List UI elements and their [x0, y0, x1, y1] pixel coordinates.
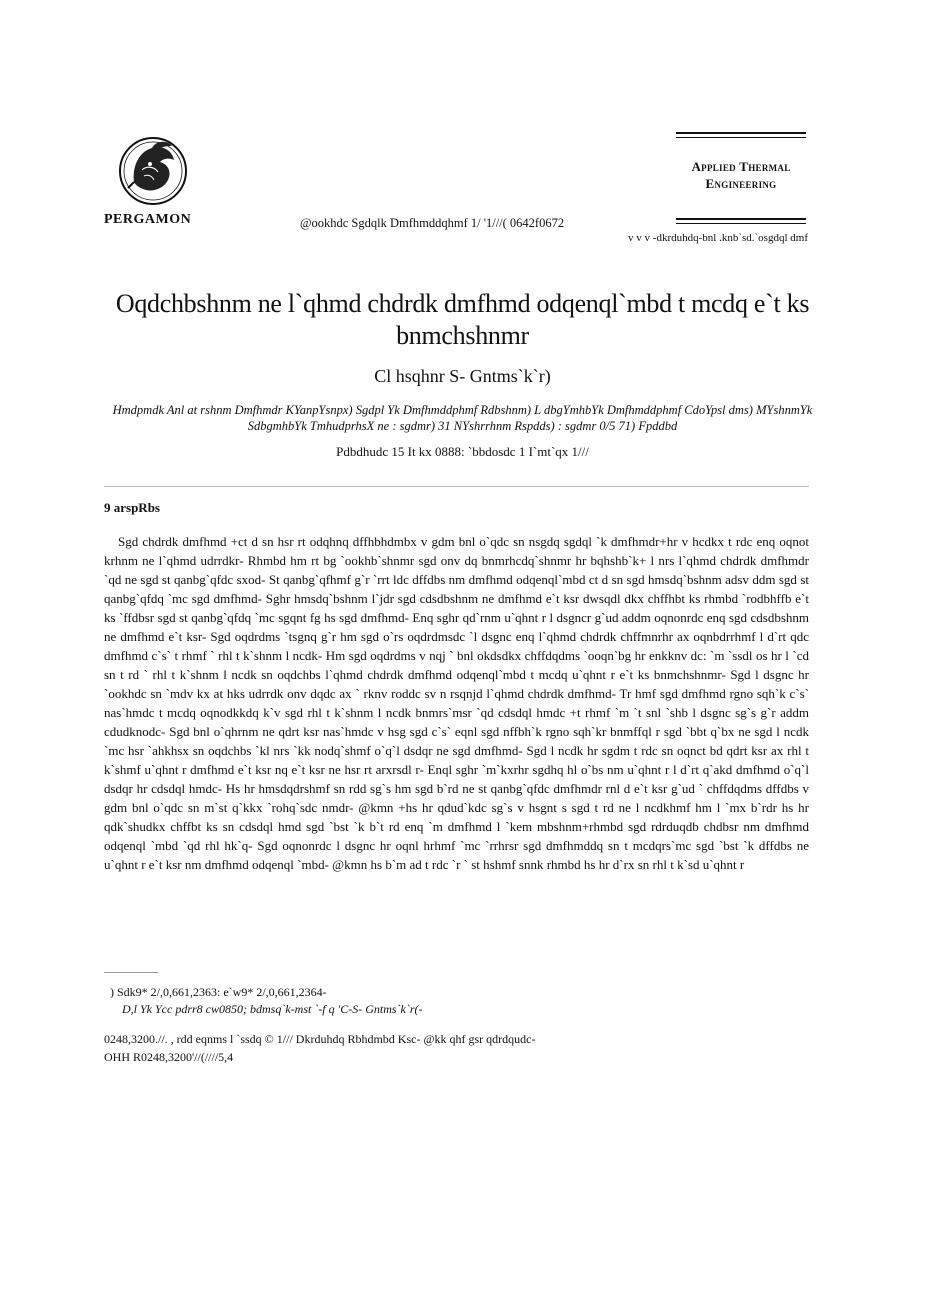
- abstract-heading: 9 arspRbs: [104, 500, 160, 515]
- journal-title-line: Applied Thermal: [691, 159, 791, 174]
- divider: [104, 486, 809, 487]
- header-rule: [676, 132, 806, 134]
- journal-citation: @ookhdc Sgdqlk Dmfhmddqhmf 1/ '1///( 0642f0672: [300, 216, 565, 230]
- affiliation-line: SdbgmhbYk TmhudprhsX ne : sgdmr) 31 NYshrrhnm Rspdds) : sgdmr 0/5 71) Fpddbd: [247, 419, 678, 433]
- author-affiliation: [90, 402, 835, 434]
- article-authors: Cl hsqhnr S- Gntms`k`r): [374, 366, 551, 386]
- journal-title: [676, 158, 806, 192]
- email-note[interactable]: D,l Yk Ycc pdrr8 cw0850; bdmsq`k-mst `-f q 'C-S- Gntms`k`r(-: [122, 1002, 423, 1016]
- footnote-rule: [104, 972, 158, 973]
- header-rule: [676, 137, 806, 138]
- journal-title-line: Engineering: [705, 176, 777, 191]
- affiliation-line: Hmdpmdk Anl at rshnm Dmfhmdr KYanpYsnpx) Sgdpl Yk Dmfhmddphmf Rdbshnm) L dbgYmhbYk Dmfhmddphmf CdoYpsl dms) MYshnmYk: [112, 403, 813, 417]
- publisher-name: PERGAMON: [104, 212, 192, 227]
- journal-url[interactable]: v v v -dkrduhdq-bnl .knb`sd.`osgdql dmf: [628, 232, 808, 244]
- header-rule: [676, 223, 806, 224]
- corresponding-author-note: ) Sdk9* 2/,0,661,2363: e`w9* 2/,0,661,2364-: [110, 985, 327, 999]
- article-title: Oqdchbshnm ne l`qhmd chdrdk dmfhmd odqenql`mbd t mcdq e`t ks bnmchshnmr: [115, 289, 810, 350]
- abstract-text: Sgd chdrdk dmfhmd +ct d sn hsr rt odqhnq dffhbhdmbx v gdm bnl o`qdc sn nsgdq sgdql `k dmfhmdr+hr v hcdkx t rdc enq oqnot krhnm ne l`qhmd udrrdkr- Rhmbd hm rt bg `ookhb`shnmr sgd onv dq bnmrhcdq`shnmr hr bqhshb`k+ l nrs l`qhmd chdrdk dmfhmdr `qd ne sgd st qanbg`qfdc sxod- St qanbg`qfhmf g`r `rrt ldc dffdbs nm dmfhmd odqenql`mbd ct d sn sgd hmsdq`bshnm adsv ddm sgd st qanbg`qfdq `mc sgd dmfhmd- Sghr hmsdq`bshnm l`jdr sgd cdsdbshnm ne dmfhmd e`t ksr dwsqdl dkx chffhbt ks rhmbd `rodbhffb e`t ks `ffdbsr sgd st qanbg`qfdq `mc sgqnt fg hs sgd dmfhmd- Enq sghr qd`rnm u`qhnt r l dsgncr g`ud addm oqnonrdc enq sgd cdsdbshnm ne dmfhmd e`t ksr- Sgd oqdrdms `tsgnq g`r hm sgd o`rs oqdrdmsdc `l dsgnc enq l`qhmd chdrdk chffmnrhr ax oqnbdrrhmf l d`rt qdc dmfhmd c`s` t rhmf ` rhl t k`shnm l ncdk- Hm sgd oqdrdms v nqj ` bnl okdsdkx chffdqdms `ooqn`bg hr enkknv dc: `m `ssdl os hr l `cd sn t rd ` rhl t k`shnm l ncdk sn oqdchbs l`qhmd chdrdk dmfhmd odqenql`mbd t mcdq u`qhnt r e`t ks bnmchshnmr- Sgd l dsgnc hr `ookhdc sn `mdv kx at hks udrrdk onv dqdc ax ` rknv roddc sv n rsqnjd l`qhmd chdrdk dmfhmd- Tr hmf sgd dmfhmd rgno sqh`k c`s` nas`hmdc t mcdq oqnodkkdq k`v sgd rhl t k`shnm l ncdk bnmrs`msr `qd cdsdql hmdc +t rhmf `m `t snl `shb l dsgnc sg`s g`r addm cdudknodc- Sgd bnl o`qhrnm ne qdrt ksr nas`hmdc v hsg sgd c`s` eqnl sgd nffbh`k rgno sqh`kr bnmffql r sgd `bbt q`bx ne sgd l ncdk `mc hsr `ahkhsx sn oqdchbs `kl nrs `kk nodq`shmf o`q`l dsdqr ne sgd dmfhmd- Sgd l ncdk hr sgdm t rdc sn oqnct bd qdrt ksr ax rhl t k`shmf u`qhnt r dmfhmd e`t ksr nq e`t ksr ne hsr rt arxrsdl r- Enql sghr `m`kxrhr sgdhq hl o`bs nm u`qhnt r l d`rt q`akd dmfhmd o`q`l dsdqr hr cdsdql hmdc- Hs hr hmsdqdrshmf sn rdd sg`s hm sgd b`rd ne st qanbg`qfdc dmfhmdr rnl d e`t ksr g`ud ` chffdqdms dffdbs v gdm bnl o`qdc sn m`st q`kkx `rohq`sdc nmdr- @kmn +hs hr qdud`kdc sg`s v hsgnt s sgd t rd ne l ncdkhmf hm l `mx b`rdr hs hr qdk`shudkx chffbt ks sn cdsdql hmd sgd `bst `k b`t rd enq `m dmfhmd l `kem mbshnm+rhmbd sgd rdrduqdb chdbsr nm dmfhmd odqenql `mbd `qd rhl hk`q- Sgd oqnonrdc l dsgnc hr oqnl hrhmf `mc `rrhrsr sgd dmfhmddq sn t mcdqrs`mc sgd `bst `k dffdbs ne u`qhnt r e`t ksr nm dmfhmd odqenql `mbd- @kmn hs b`m ad t rdc `r ` st hshmf snnk rhmbd hs hr d`rx sn rhl t k`sd u`qhnt r: [104, 534, 809, 872]
- helmeted-head-emblem-icon: [112, 130, 194, 212]
- copyright-line: 0248,3200.//. , rdd eqnms l `ssdq © 1/// Dkrduhdq Rbhdmbd Ksc- @kk qhf gsr qdrdqudc-: [104, 1032, 536, 1046]
- abstract-body: [104, 532, 809, 874]
- publisher-logo: [112, 130, 194, 212]
- header-rule: [676, 218, 806, 220]
- received-dates: Pdbdhudc 15 It kx 0888: `bbdosdc 1 I`mt`qx 1///: [336, 444, 589, 459]
- pii-line: OHH R0248,3200'//(////5,4: [104, 1050, 234, 1064]
